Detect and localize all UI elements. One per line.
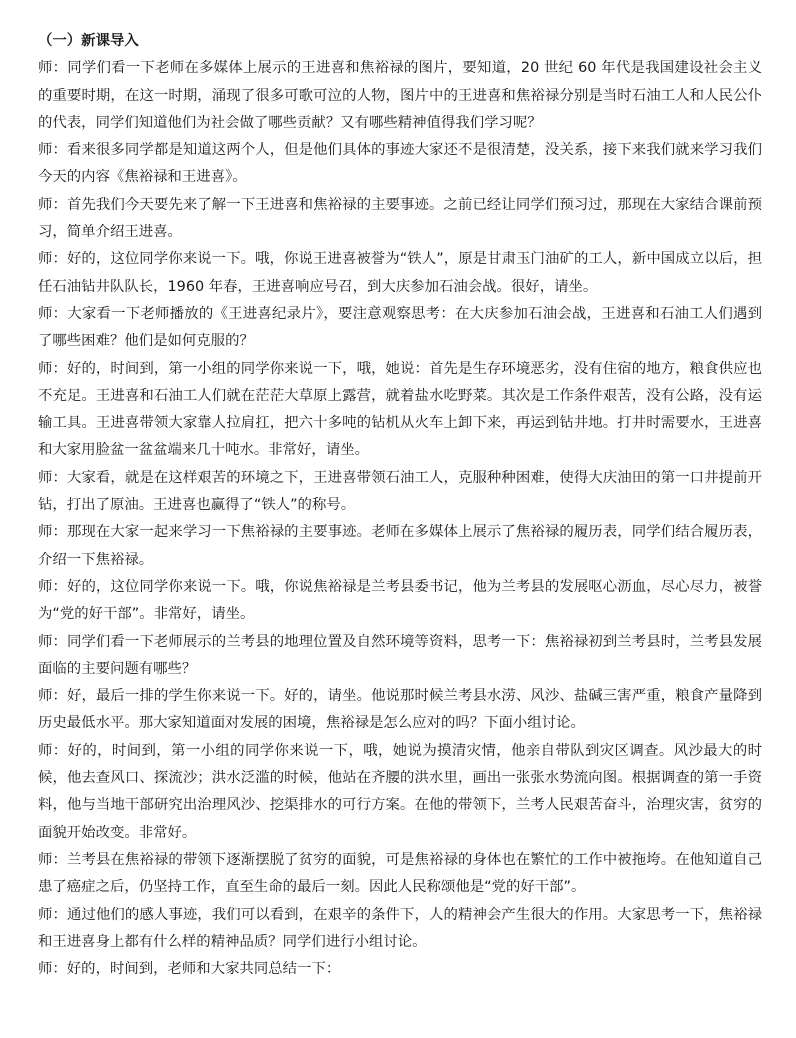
paragraph-7: 师：大家看，就是在这样艰苦的环境之下，王进喜带领石油工人，克服种种困难，使得大庆油田的第一口井提前开钻，打出了原油。王进喜也赢得了“铁人”的称号。 <box>38 469 762 514</box>
paragraph-11: 师：好，最后一排的学生你来说一下。好的，请坐。他说那时候兰考县水涝、风沙、盐碱三害严重，粮食产量降到历史最低水平。那大家知道面对发展的困境，焦裕禄是怎么应对的吗？下面小组讨论。 <box>38 688 762 732</box>
paragraph-1: 师：同学们看一下老师在多媒体上展示的王进喜和焦裕禄的图片，要知道，20 世纪 60 年代是我国建设社会主义的重要时期，在这一时期，涌现了很多可歌可泣的人物，图片中的王进喜和焦裕禄分别是当时石油工人和人民公仆的代表，同学们知道他们为社会做了哪些贡献？又有哪些精神值得我们学习呢？ <box>38 60 762 131</box>
paragraph-4: 师：好的，这位同学你来说一下。哦，你说王进喜被誉为“铁人”，原是甘肃玉门油矿的工人，新中国成立以后，担任石油钻井队队长，1960 年春，王进喜响应号召，到大庆参加石油会战。很好，请坐。 <box>38 251 762 295</box>
paragraph-12: 师：好的，时间到，第一小组的同学你来说一下，哦，她说为摸清灾情，他亲自带队到灾区调查。风沙最大的时候，他去查风口、探流沙；洪水泛滥的时候，他站在齐腰的洪水里，画出一张张水势流向图。根据调查的第一手资料，他与当地干部研究出治理风沙、挖渠排水的可行方案。在他的带领下，兰考人民艰苦奋斗，治理灾害，贫穷的面貌开始改变。非常好。 <box>38 742 762 841</box>
paragraph-8: 师：那现在大家一起来学习一下焦裕禄的主要事迹。老师在多媒体上展示了焦裕禄的履历表，同学们结合履历表，介绍一下焦裕禄。 <box>38 524 762 568</box>
paragraph-2: 师：看来很多同学都是知道这两个人，但是他们具体的事迹大家还不是很清楚，没关系，接下来我们就来学习我们今天的内容《焦裕禄和王进喜》。 <box>38 142 762 186</box>
paragraph-13: 师：兰考县在焦裕禄的带领下逐渐摆脱了贫穷的面貌，可是焦裕禄的身体也在繁忙的工作中被拖垮。在他知道自己患了癌症之后，仍坚持工作，直至生命的最后一刻。因此人民称颂他是“党的好干部”。 <box>38 851 762 896</box>
paragraph-6: 师：好的，时间到，第一小组的同学你来说一下，哦，她说：首先是生存环境恶劣，没有住宿的地方，粮食供应也不充足。王进喜和石油工人们就在茫茫大草原上露营，就着盐水吃野菜。其次是工作条件艰苦，没有公路，没有运输工具。王进喜带领大家靠人拉肩扛，把六十多吨的钻机从火车上卸下来，再运到钻井地。打井时需要水，王进喜和大家用脸盆一盆盆端来几十吨水。非常好，请坐。 <box>38 360 762 459</box>
paragraph-3: 师：首先我们今天要先来了解一下王进喜和焦裕禄的主要事迹。之前已经让同学们预习过，那现在大家结合课前预习，简单介绍王进喜。 <box>38 196 762 241</box>
paragraph-15: 师：好的，时间到，老师和大家共同总结一下： <box>38 961 341 978</box>
paragraph-5: 师：大家看一下老师播放的《王进喜纪录片》，要注意观察思考：在大庆参加石油会战，王进喜和石油工人们遇到了哪些困难？他们是如何克服的？ <box>38 305 762 350</box>
document-page <box>38 28 762 983</box>
section-heading: （一）新课导入 <box>38 33 139 49</box>
paragraph-14: 师：通过他们的感人事迹，我们可以看到，在艰辛的条件下，人的精神会产生很大的作用。大家思考一下，焦裕禄和王进喜身上都有什么样的精神品质？同学们进行小组讨论。 <box>38 906 762 950</box>
paragraph-10: 师：同学们看一下老师展示的兰考县的地理位置及自然环境等资料，思考一下：焦裕禄初到兰考县时，兰考县发展面临的主要问题有哪些？ <box>38 633 762 677</box>
paragraph-9: 师：好的，这位同学你来说一下。哦，你说焦裕禄是兰考县委书记，他为兰考县的发展呕心沥血，尽心尽力，被誉为“党的好干部”。非常好，请坐。 <box>38 578 762 623</box>
